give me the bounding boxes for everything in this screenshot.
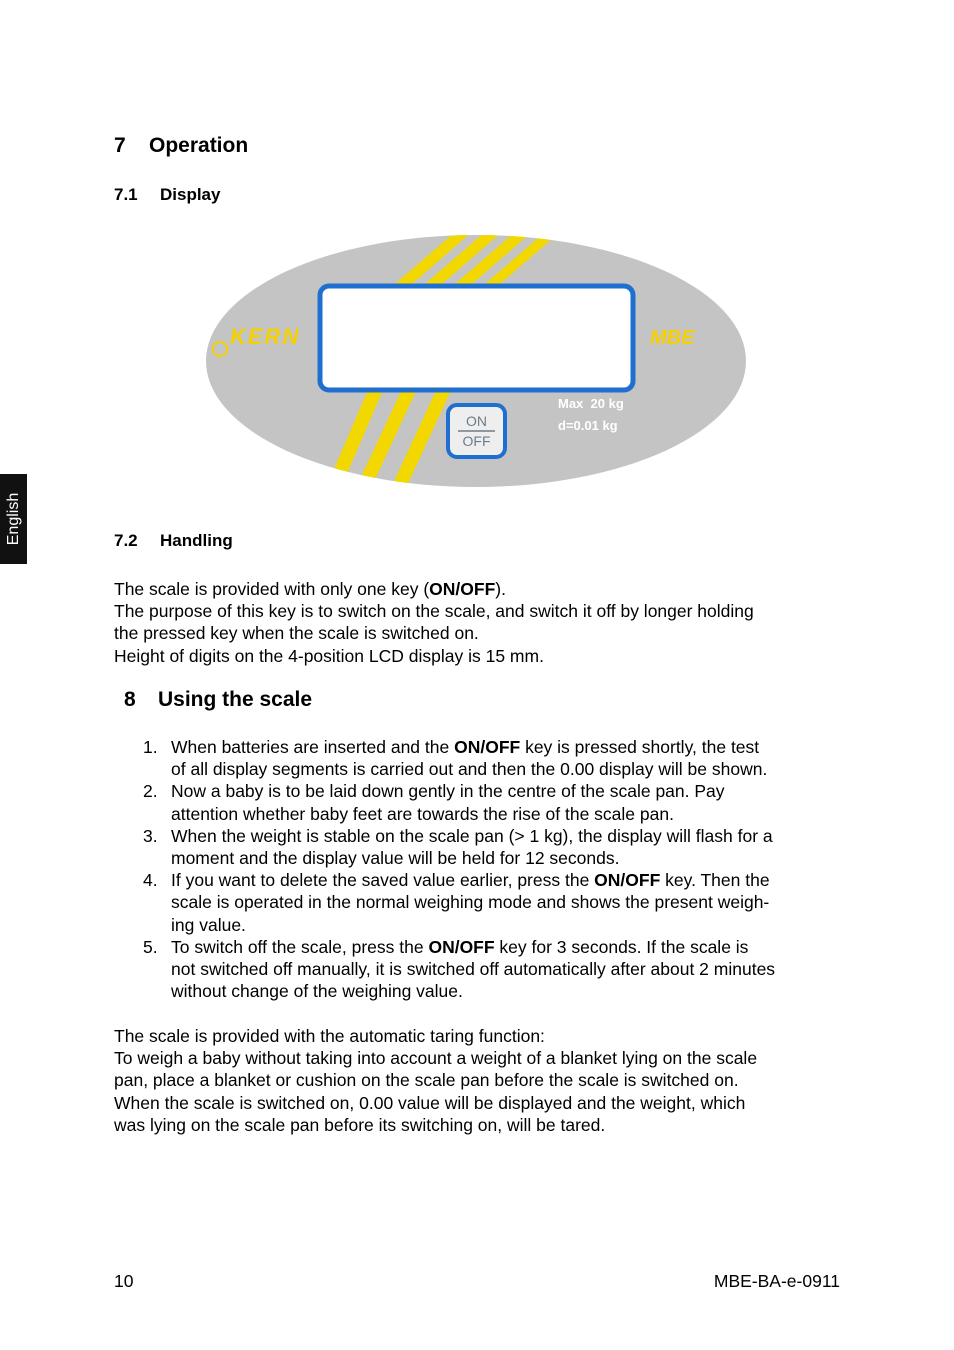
handling-line-4: Height of digits on the 4-position LCD display is 15 mm. [114,645,544,666]
list-item: 1. When batteries are inserted and the ON/OFF key is pressed shortly, the test of all display segments is carried out and then the 0.00 display will be shown. [143,737,768,780]
handling-line-3: the pressed key when the scale is switched on. [114,623,479,644]
section-heading-operation: 7 Operation [114,134,249,157]
section-heading-using-the-scale: 8 Using the scale [124,688,313,711]
taring-paragraph: The scale is provided with the automatic taring function: To weigh a baby without taking into account a weight of a blanket lying on the scale pan, place a blanket or cushion on the scale pan before the scale is switched on. When the scale is switched on, 0.00 value will be displayed and the weight, which was lying on the scale pan before its switching on, will be tared. [114,1026,758,1135]
model-label: MBE [650,327,695,349]
language-tab [0,474,27,564]
handling-line-2: The purpose of this key is to switch on the scale, and switch it off by longer holding [114,601,754,622]
handling-line-1: The scale is provided with only one key (ON/OFF). [114,579,506,599]
subsection-heading-display: 7.1 Display [114,185,221,204]
handling-paragraph [114,578,844,667]
steps-list [143,736,853,1002]
lcd-window [320,286,633,390]
svg-text:KERN: KERN [230,324,301,349]
on-off-key-off-label: OFF [462,433,491,449]
page-number: 10 [114,1271,134,1291]
subsection-heading-handling: 7.2 Handling [114,531,233,550]
document-code: MBE-BA-e-0911 [713,1271,840,1291]
on-off-key-on-label: ON [466,413,487,429]
max-capacity-label: Max 20 kg [558,396,624,411]
list-item: 3. When the weight is stable on the scale pan (> 1 kg), the display will flash for a moment and the display value will be held for 12 seconds. [143,825,773,869]
scale-display-illustration [200,232,752,490]
division-label: d=0.01 kg [558,418,618,433]
language-tab-label: English [4,492,22,546]
on-off-key[interactable] [448,405,505,457]
list-item: 2. Now a baby is to be laid down gently in the centre of the scale pan. Pay attention whether baby feet are towards the rise of the scale pan. [143,781,725,824]
list-item: 4. If you want to delete the saved value earlier, press the ON/OFF key. Then the scale is operated in the normal weighing mode and shows the present weigh- ing value. [143,870,770,935]
list-item: 5. To switch off the scale, press the ON/OFF key for 3 seconds. If the scale is not switched off manually, it is switched off automatically after about 2 minutes without change of the weighing value. [143,936,776,1002]
